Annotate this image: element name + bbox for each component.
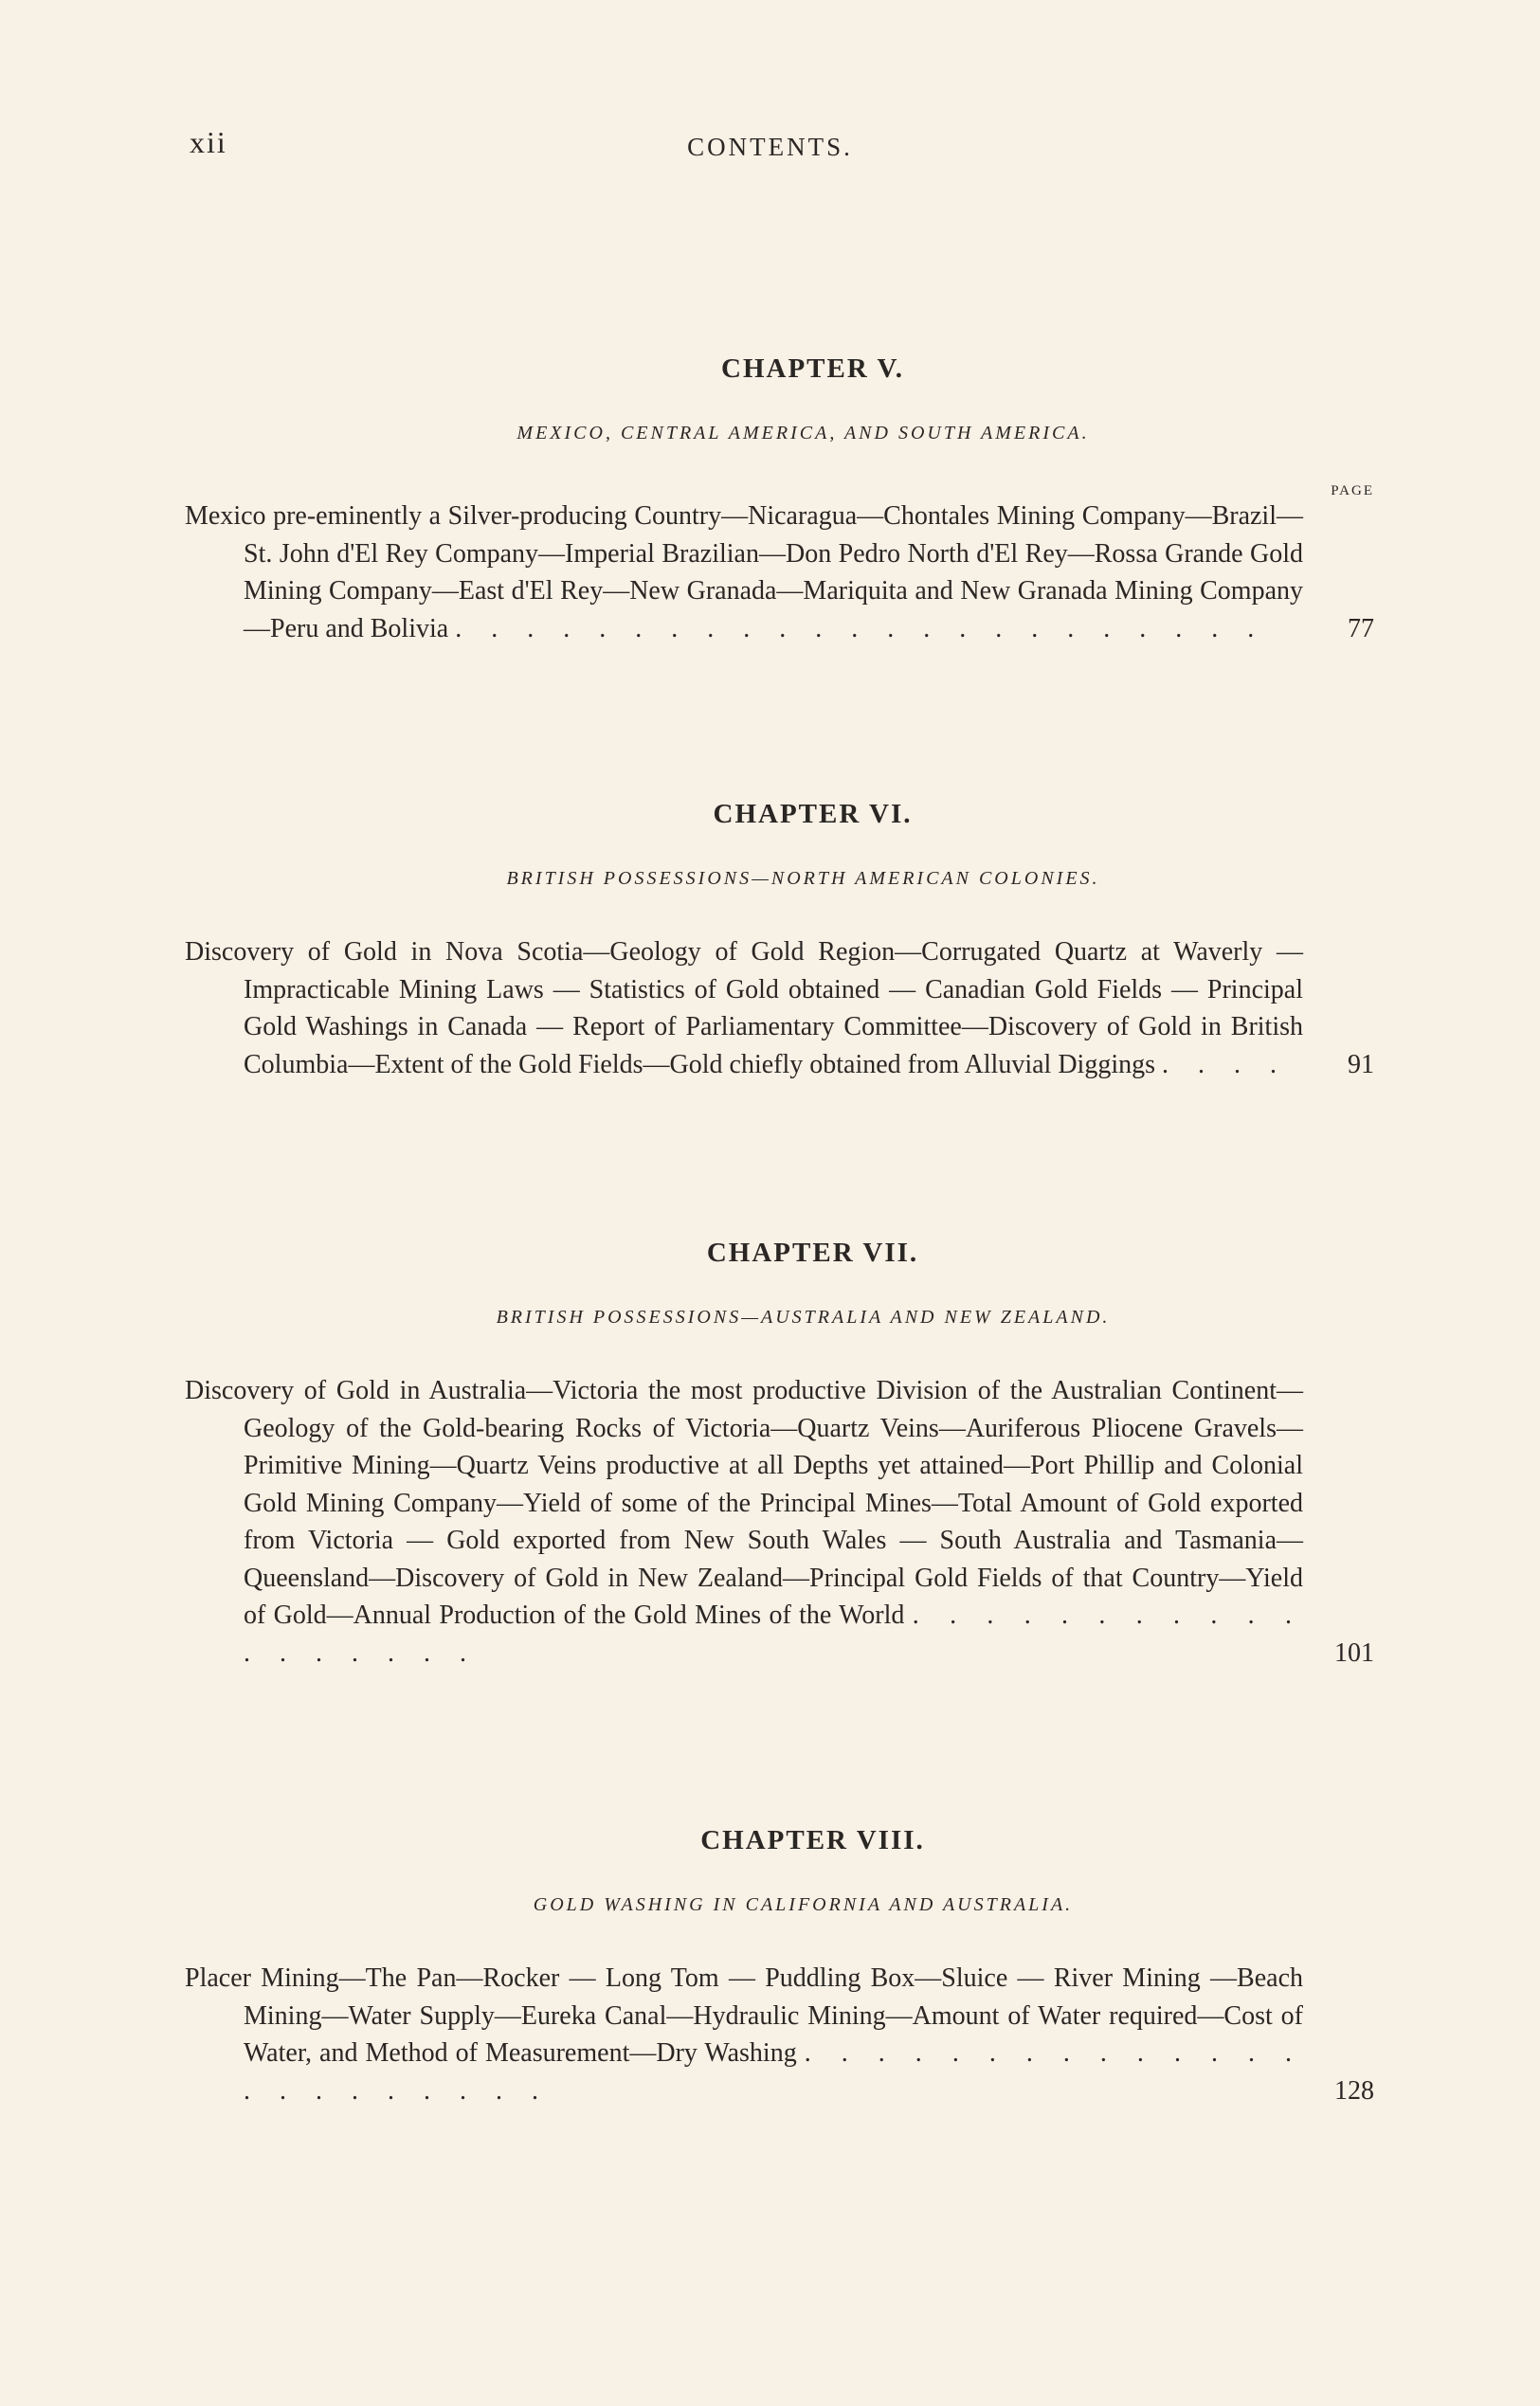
chapter-heading: CHAPTER VIII. (700, 1825, 925, 1855)
entry-text: Mexico pre-eminently a Silver-producing Country—Nicaragua—Chontales Mining Company—Brazil—St. John d'El Rey Company—Imperial Brazilian—Don Pedro North d'El Rey—Rossa Grande Gold Mining Company—East d'El Rey—New Granada—Mariquita and New Granada Mining Company—Peru and Bolivia (185, 501, 1303, 643)
chapter-subtitle: GOLD WASHING IN CALIFORNIA AND AUSTRALIA. (533, 1894, 1074, 1915)
contents-entry (185, 1372, 1374, 1672)
dot-leaders: . . . . . . . . . . . . . . . . . . . . . . . (455, 613, 1266, 643)
chapter-section (185, 353, 1374, 647)
contents-entry (185, 1960, 1374, 2109)
dot-leaders: . . . . . . . . . . . . . . . . . . . . . . . (244, 2038, 1304, 2106)
page-column-label: PAGE (1331, 483, 1374, 498)
page-number: 77 (1348, 613, 1374, 643)
chapter-heading: CHAPTER VII. (706, 1238, 919, 1268)
entry-description (185, 497, 1303, 647)
chapter-heading: CHAPTER V. (721, 353, 904, 384)
contents-entry (185, 933, 1374, 1083)
chapter-heading: CHAPTER VI. (713, 799, 913, 829)
entry-text: Placer Mining—The Pan—Rocker — Long Tom — Puddling Box—Sluice — River Mining —Beach Mining—Water Supply—Eureka Canal—Hydraulic Mining—Amount of Water required—Cost of Water, and Method of Measurement—Dry Washing (185, 1963, 1303, 2068)
contents-entry (185, 483, 1374, 647)
chapter-section (185, 1825, 1374, 2109)
chapter-section (185, 1238, 1374, 1672)
dot-leaders: . . . . (1162, 1049, 1288, 1079)
entry-description (185, 933, 1303, 1083)
chapter-subtitle: MEXICO, CENTRAL AMERICA, AND SOUTH AMERICA. (516, 423, 1090, 443)
chapter-section (185, 799, 1374, 1083)
chapter-subtitle: BRITISH POSSESSIONS—AUSTRALIA AND NEW ZEALAND. (496, 1307, 1111, 1328)
running-title: CONTENTS. (687, 133, 853, 161)
page-number: 128 (1334, 2075, 1374, 2106)
entry-text: Discovery of Gold in Australia—Victoria the most productive Division of the Australian Continent—Geology of the Gold-bearing Rocks of Victoria—Quartz Veins—Auriferous Pliocene Gravels—Primitive Mining—Quartz Veins productive at all Depths yet attained—Port Phillip and Colonial Gold Mining Company—Yield of some of the Principal Mines—Total Amount of Gold exported from Victoria — Gold exported from New South Wales — South Australia and Tasmania—Queensland—Discovery of Gold in New Zealand—Principal Gold Fields of that Country—Yield of Gold—Annual Production of the Gold Mines of the World (185, 1376, 1303, 1630)
entry-description (185, 1960, 1303, 2109)
chapter-subtitle: BRITISH POSSESSIONS—NORTH AMERICAN COLONIES. (506, 868, 1100, 889)
running-head (0, 125, 1540, 172)
page-number: 101 (1334, 1637, 1374, 1668)
dot-leaders: . . . . . . . . . . . . . . . . . . (244, 1601, 1304, 1668)
page-number: 91 (1348, 1049, 1374, 1079)
page-folio: xii (190, 125, 227, 159)
entry-text: Discovery of Gold in Nova Scotia—Geology of Gold Region—Corrugated Quartz at Waverly — Impracticable Mining Laws — Statistics of Gold obtained — Canadian Gold Fields — Principal Gold Washings in Canada — Report of Parliamentary Committee—Discovery of Gold in British Columbia—Extent of the Gold Fields—Gold chiefly obtained from Alluvial Diggings (185, 937, 1303, 1079)
entry-description (185, 1372, 1303, 1672)
